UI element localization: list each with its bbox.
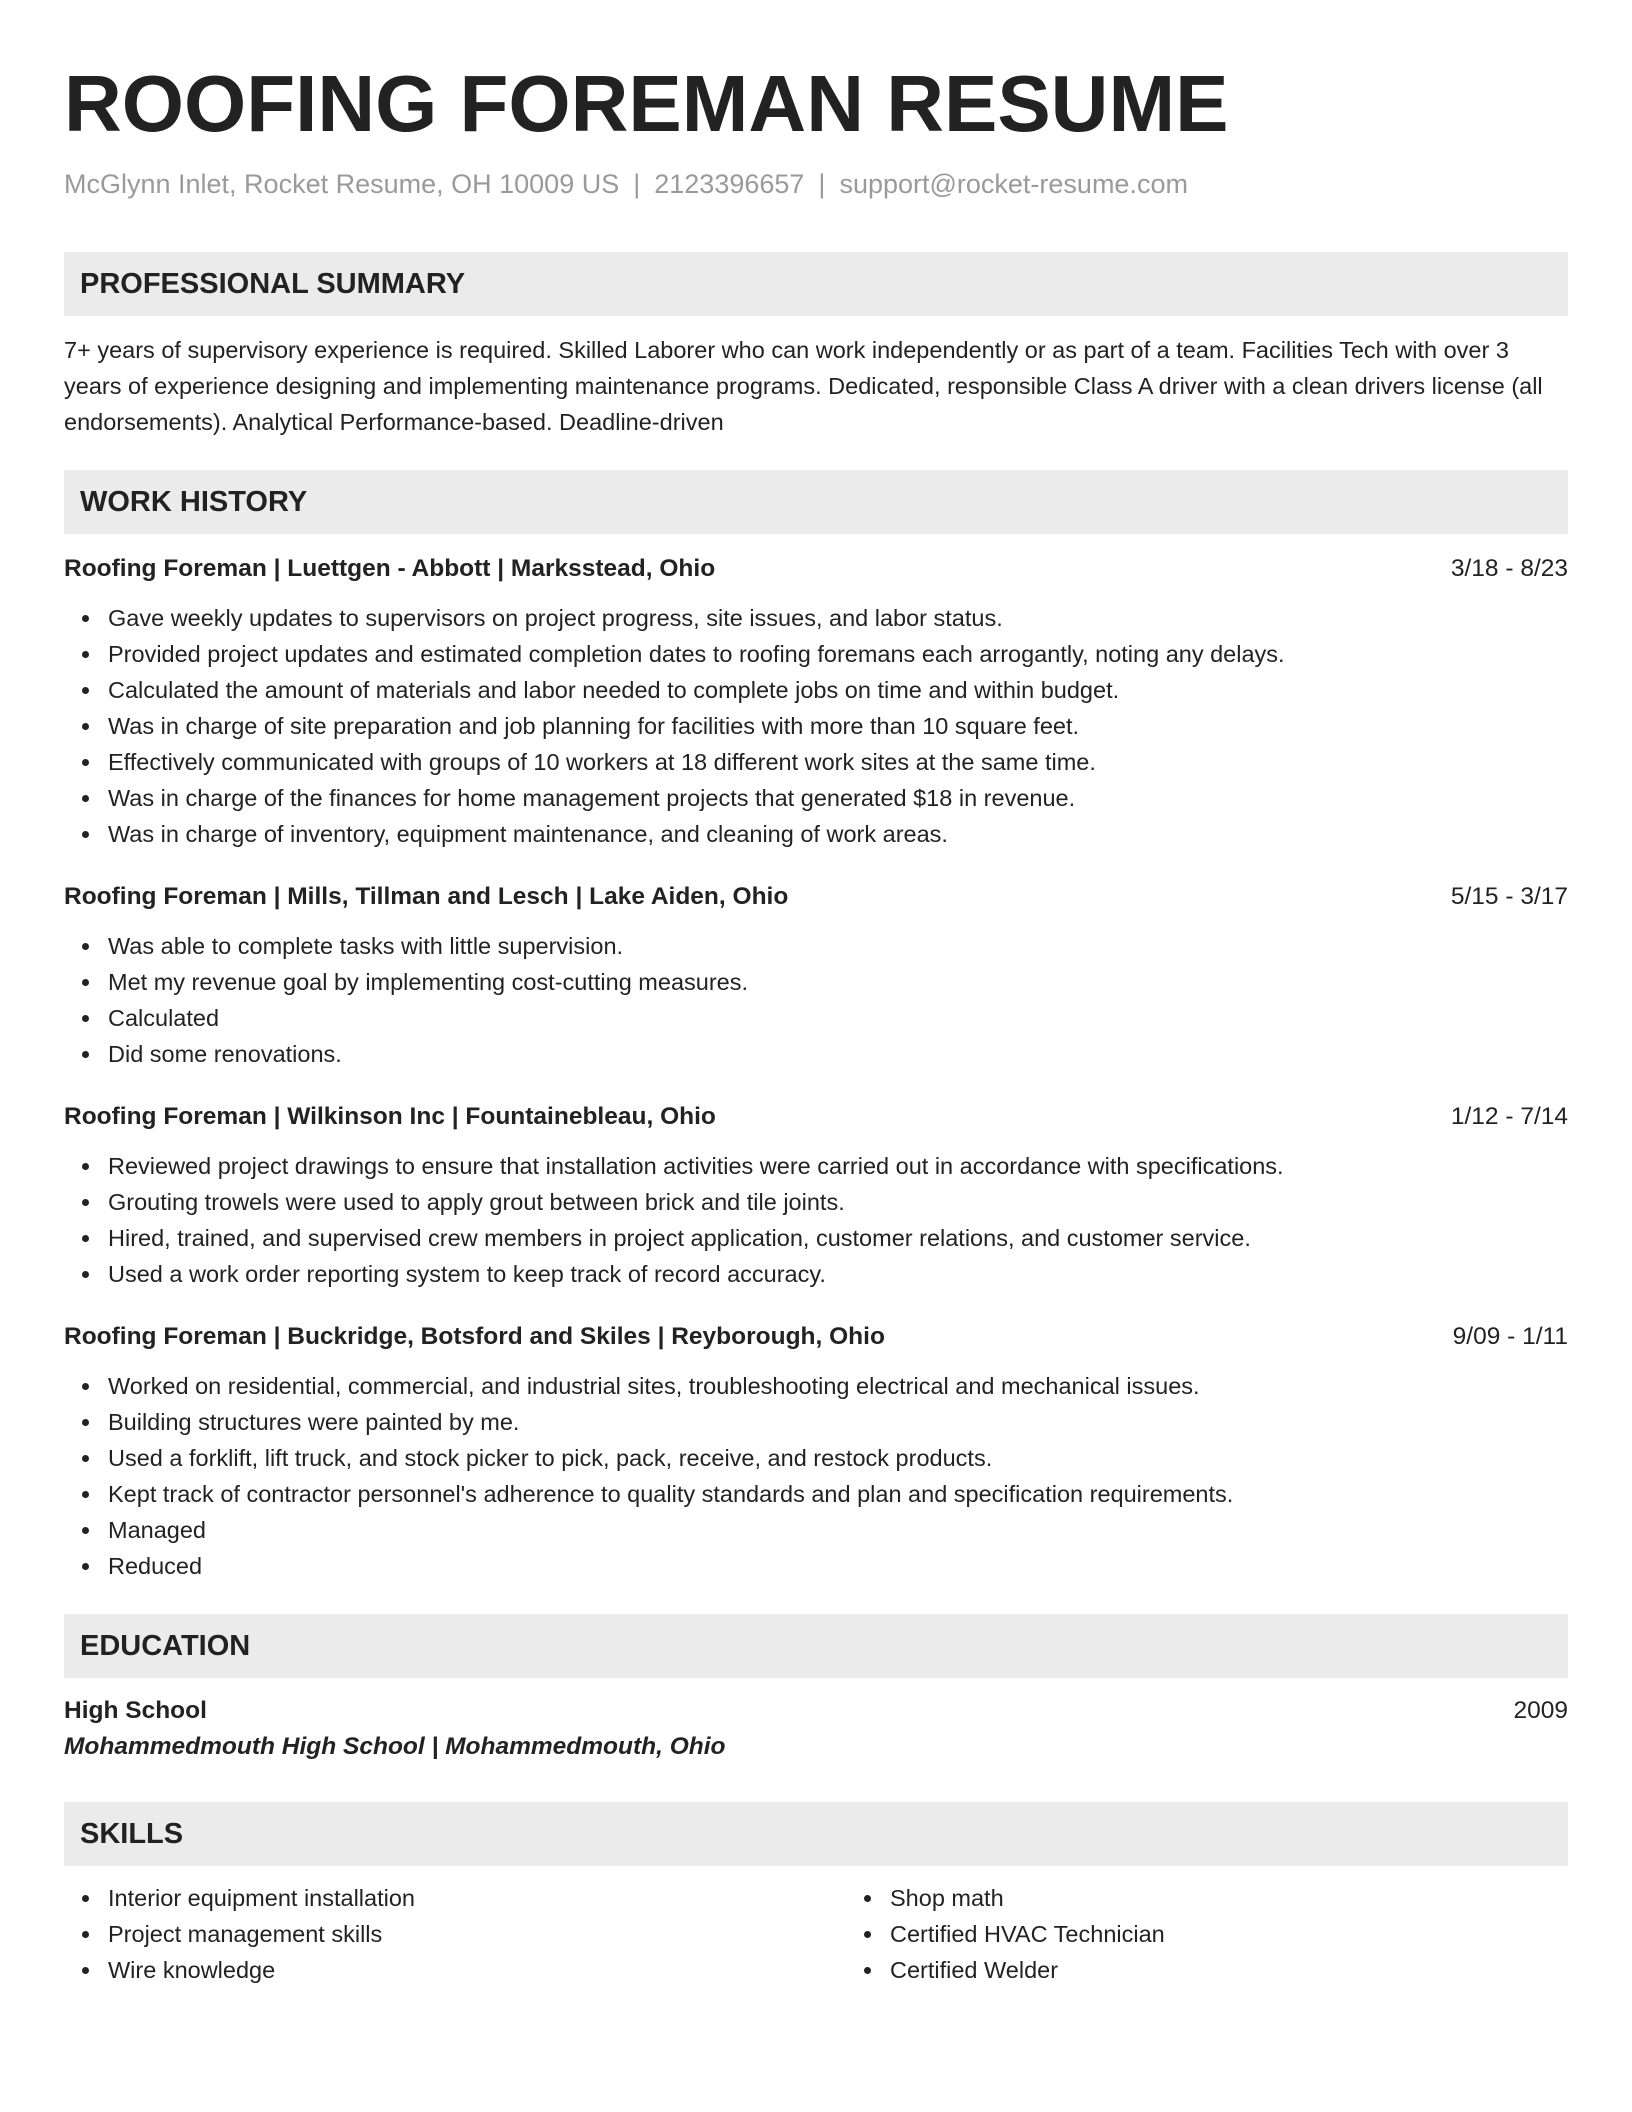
job-bullets [64,928,1568,1072]
skill-item: Certified HVAC Technician [890,1916,1165,1952]
job-entry [64,1100,1568,1292]
job-bullets [64,1148,1568,1292]
skills-column-right [846,1880,1165,1988]
education-degree: High School [64,1697,207,1724]
job-bullet: Worked on residential, commercial, and industrial sites, troubleshooting electrical and mechanical issues. [108,1368,1568,1404]
job-title: Roofing Foreman | Mills, Tillman and Lesch | Lake Aiden, Ohio [64,883,789,910]
summary-heading: PROFESSIONAL SUMMARY [64,252,1568,316]
job-bullet: Was in charge of site preparation and job planning for facilities with more than 10 square feet. [108,708,1568,744]
job-bullet: Was in charge of inventory, equipment maintenance, and cleaning of work areas. [108,816,1568,852]
skill-item: Certified Welder [890,1952,1165,1988]
skill-item: Interior equipment installation [108,1880,846,1916]
job-header [64,1100,1568,1134]
skill-item: Wire knowledge [108,1952,846,1988]
job-bullet: Met my revenue goal by implementing cost-cutting measures. [108,964,1568,1000]
contact-separator: | [818,169,826,199]
contact-separator: | [633,169,641,199]
skills-list [64,1880,1568,1988]
skills-heading: SKILLS [64,1802,1568,1866]
contact-email: support@rocket-resume.com [839,169,1188,199]
job-title: Roofing Foreman | Luettgen - Abbott | Marksstead, Ohio [64,555,716,582]
job-bullet: Building structures were painted by me. [108,1404,1568,1440]
job-bullet: Used a forklift, lift truck, and stock picker to pick, pack, receive, and restock products. [108,1440,1568,1476]
summary-text: 7+ years of supervisory experience is required. Skilled Laborer who can work independently or as part of a team. Facilities Tech with over 3 years of experience designing and implementing maintenance programs. Dedicated, responsible Class A driver with a clean drivers license (all endorsements). Analytical Performance-based. Deadline-driven [64,337,1543,435]
job-entry [64,880,1568,1072]
job-bullets [64,1368,1568,1584]
job-dates: 3/18 - 8/23 [1450,555,1568,582]
job-bullet: Was in charge of the finances for home management projects that generated $18 in revenue. [108,780,1568,816]
job-entry [64,1320,1568,1584]
skill-item: Project management skills [108,1916,846,1952]
skill-item: Shop math [890,1880,1165,1916]
job-title: Roofing Foreman | Buckridge, Botsford and Skiles | Reyborough, Ohio [64,1323,885,1350]
work-history-heading: WORK HISTORY [64,470,1568,534]
job-bullet: Kept track of contractor personnel's adherence to quality standards and plan and specification requirements. [108,1476,1568,1512]
education-heading: EDUCATION [64,1614,1568,1678]
job-dates: 1/12 - 7/14 [1450,1103,1568,1130]
education-entry [64,1694,1568,1766]
job-bullets [64,600,1568,852]
job-header [64,1320,1568,1354]
job-bullet: Provided project updates and estimated completion dates to roofing foremans each arrogantly, noting any delays. [108,636,1568,672]
job-bullet: Gave weekly updates to supervisors on project progress, site issues, and labor status. [108,600,1568,636]
job-bullet: Calculated the amount of materials and labor needed to complete jobs on time and within budget. [108,672,1568,708]
contact-line [64,166,1568,202]
job-dates: 5/15 - 3/17 [1450,883,1568,910]
job-bullet: Used a work order reporting system to keep track of record accuracy. [108,1256,1568,1292]
job-title: Roofing Foreman | Wilkinson Inc | Fountainebleau, Ohio [64,1103,716,1130]
job-bullet: Grouting trowels were used to apply grout between brick and tile joints. [108,1184,1568,1220]
job-header [64,880,1568,914]
education-header [64,1694,1568,1728]
contact-address: McGlynn Inlet, Rocket Resume, OH 10009 US [64,169,620,199]
contact-phone: 2123396657 [654,169,805,199]
job-bullet: Calculated [108,1000,1568,1036]
job-entry [64,552,1568,852]
job-bullet: Hired, trained, and supervised crew members in project application, customer relations, and customer service. [108,1220,1568,1256]
job-bullet: Effectively communicated with groups of 10 workers at 18 different work sites at the same time. [108,744,1568,780]
job-bullet: Managed [108,1512,1568,1548]
resume-title: ROOFING FOREMAN RESUME [64,59,1229,148]
education-year: 2009 [1513,1697,1568,1724]
skills-column-left [64,1880,846,1988]
job-bullet: Was able to complete tasks with little supervision. [108,928,1568,964]
job-header [64,552,1568,586]
job-bullet: Reviewed project drawings to ensure that installation activities were carried out in accordance with specifications. [108,1148,1568,1184]
education-school: Mohammedmouth High School | Mohammedmouth, Ohio [64,1733,726,1760]
job-bullet: Reduced [108,1548,1568,1584]
job-dates: 9/09 - 1/11 [1452,1323,1568,1350]
job-bullet: Did some renovations. [108,1036,1568,1072]
